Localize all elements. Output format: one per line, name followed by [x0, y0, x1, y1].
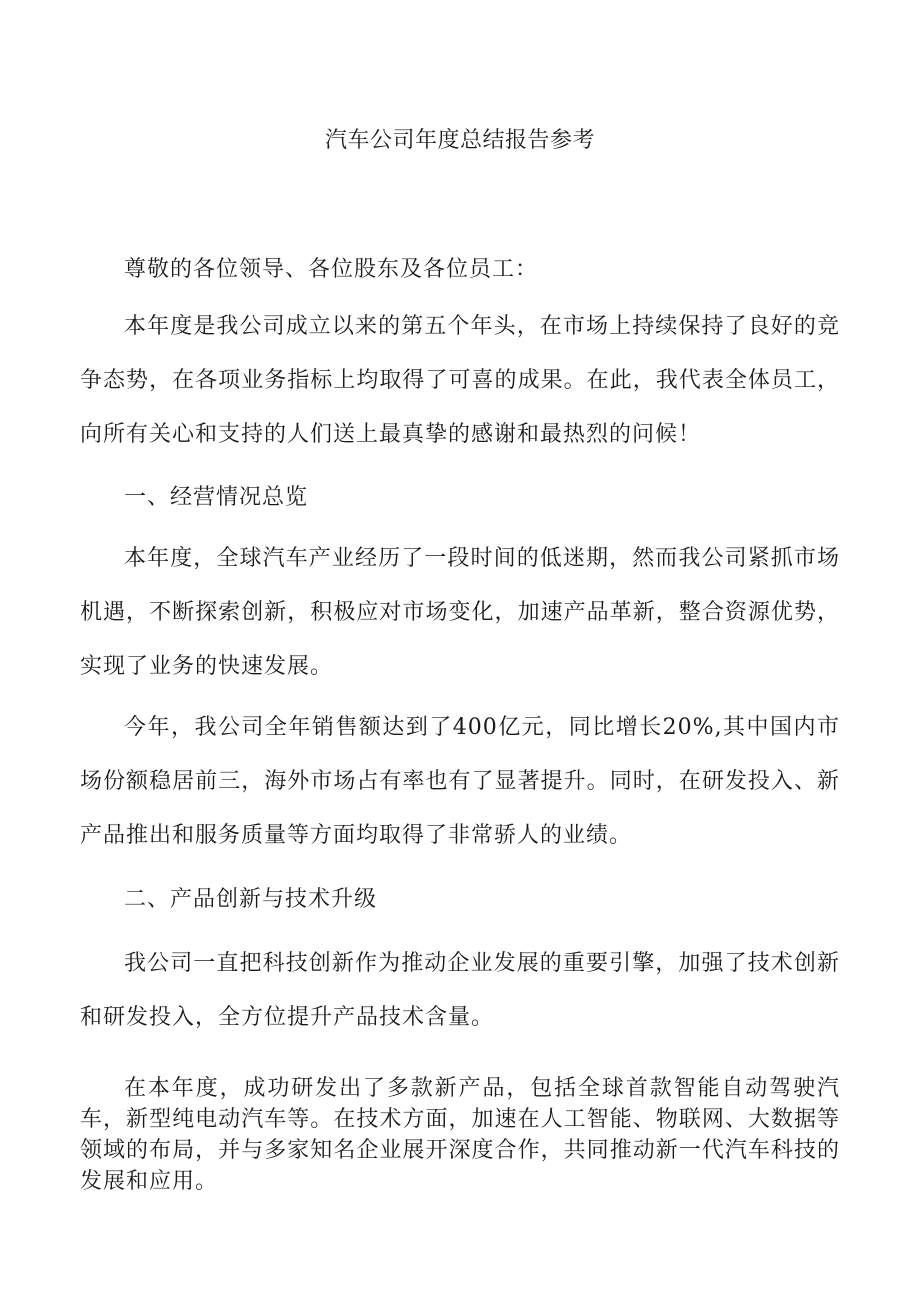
- section-heading-innovation: 二、产品创新与技术升级: [124, 887, 378, 912]
- greeting-paragraph: 尊敬的各位领导、各位股东及各位员工：: [124, 257, 539, 282]
- intro-paragraph: 本年度是我公司成立以来的第五个年头，在市场上持续保持了良好的竞争态势，在各项业务指标上均取得了可喜的成果。在此，我代表全体员工，向所有关心和支持的人们送上最真挚的感谢和最热烈的问候！: [80, 314, 840, 447]
- innovation-paragraph-1: 我公司一直把科技创新作为推动企业发展的重要引擎，加强了技术创新和研发投入，全方位提升产品技术含量。: [80, 951, 840, 1030]
- operations-paragraph-1: 本年度，全球汽车产业经历了一段时间的低迷期，然而我公司紧抓市场机遇，不断探索创新，积极应对市场变化，加速产品革新，整合资源优势，实现了业务的快速发展。: [80, 546, 840, 679]
- document-title: 汽车公司年度总结报告参考: [324, 128, 595, 153]
- section-heading-operations: 一、经营情况总览: [124, 485, 309, 510]
- operations-paragraph-2: 今年，我公司全年销售额达到了400亿元，同比增长20%,其中国内市场份额稳居前三，海外市场占有率也有了显著提升。同时，在研发投入、新产品推出和服务质量等方面均取得了非常骄人的业绩。: [80, 715, 840, 848]
- innovation-paragraph-2: 在本年度，成功研发出了多款新产品，包括全球首款智能自动驾驶汽车，新型纯电动汽车等。在技术方面，加速在人工智能、物联网、大数据等领域的布局，并与多家知名企业展开深度合作，共同推动新一代汽车科技的发展和应用。: [80, 1076, 840, 1194]
